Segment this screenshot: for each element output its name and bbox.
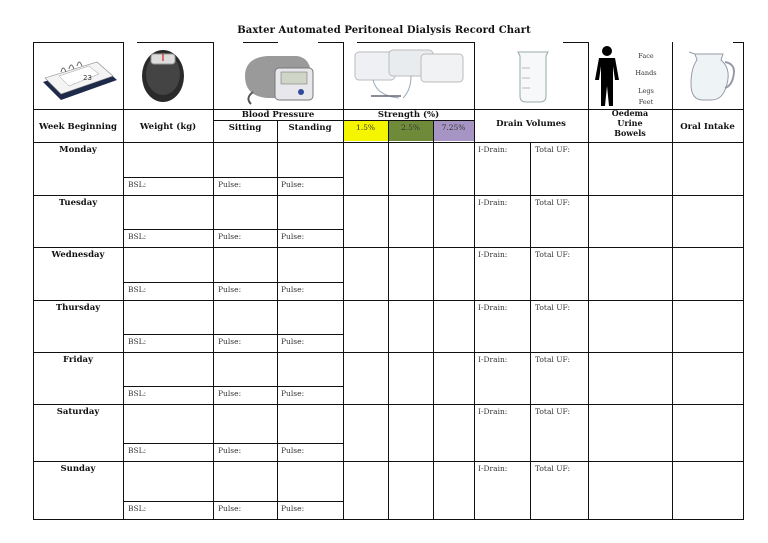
bowels-header: Bowels (614, 128, 646, 138)
oedema-header: Oedema (611, 108, 649, 118)
grid-line-h (123, 334, 344, 335)
strength-label-3: 7.25% (441, 123, 466, 132)
pulse-label-sitting: Pulse: (218, 180, 242, 189)
pulse-label-standing: Pulse: (281, 504, 305, 513)
pulse-label-standing: Pulse: (281, 337, 305, 346)
i-drain-label: I-Drain: (478, 145, 508, 154)
day-label-wednesday: Wednesday (51, 250, 105, 260)
day-label-friday: Friday (63, 355, 93, 365)
calendar-icon (39, 54, 119, 104)
bsl-label: BSL: (128, 232, 147, 241)
grid-line-h (123, 229, 344, 230)
grid-line-h (243, 42, 278, 43)
grid-line-h (357, 42, 474, 43)
grid-line-v (743, 42, 744, 520)
day-label-saturday: Saturday (56, 407, 100, 417)
pulse-label-sitting: Pulse: (218, 285, 242, 294)
i-drain-label: I-Drain: (478, 303, 508, 312)
total-uf-label: Total UF: (535, 303, 570, 312)
pulse-label-standing: Pulse: (281, 446, 305, 455)
pulse-label-standing: Pulse: (281, 285, 305, 294)
water-jug-icon (685, 46, 739, 104)
blood-pressure-monitor-icon (239, 46, 323, 106)
strength-header: Strength (%) (377, 110, 440, 120)
grid-line-h (123, 501, 344, 502)
grid-line-v (277, 120, 278, 520)
day-label-monday: Monday (59, 145, 97, 155)
weight-header: Weight (kg) (139, 122, 197, 132)
i-drain-label: I-Drain: (478, 198, 508, 207)
body-label-legs: Legs (638, 87, 654, 95)
total-uf-label: Total UF: (535, 250, 570, 259)
body-label-feet: Feet (638, 98, 654, 106)
beaker-icon (508, 46, 558, 106)
pulse-label-sitting: Pulse: (218, 504, 242, 513)
pulse-label-standing: Pulse: (281, 180, 305, 189)
standing-header: Standing (288, 123, 332, 133)
grid-line-v (33, 42, 34, 520)
i-drain-label: I-Drain: (478, 464, 508, 473)
i-drain-label: I-Drain: (478, 407, 508, 416)
grid-line-v (388, 120, 389, 520)
bsl-label: BSL: (128, 389, 147, 398)
grid-line-v (433, 120, 434, 520)
scale-icon (137, 46, 193, 104)
drain-volumes-header: Drain Volumes (496, 119, 566, 129)
pulse-label-standing: Pulse: (281, 232, 305, 241)
day-label-tuesday: Tuesday (58, 198, 98, 208)
grid-line-v (474, 42, 475, 520)
week-beginning-header: Week Beginning (39, 122, 117, 132)
total-uf-label: Total UF: (535, 464, 570, 473)
day-label-sunday: Sunday (60, 464, 96, 474)
page-title: Baxter Automated Peritoneal Dialysis Record Chart (237, 25, 531, 36)
dialysis-bags-icon (351, 46, 469, 106)
grid-line-h (123, 443, 344, 444)
i-drain-label: I-Drain: (478, 250, 508, 259)
human-body-icon (593, 44, 621, 108)
grid-line-h (318, 42, 344, 43)
grid-line-v (530, 142, 531, 520)
grid-line-h (563, 42, 589, 43)
bsl-label: BSL: (128, 285, 147, 294)
grid-line-h (123, 386, 344, 387)
grid-line-h (123, 177, 344, 178)
strength-label-2: 2.5% (400, 123, 421, 132)
body-label-face: Face (638, 52, 654, 60)
bsl-label: BSL: (128, 504, 147, 513)
pulse-label-sitting: Pulse: (218, 232, 242, 241)
blood-pressure-header: Blood Pressure (241, 110, 315, 120)
grid-line-h (213, 120, 344, 121)
sitting-header: Sitting (228, 123, 262, 133)
urine-header: Urine (617, 118, 643, 128)
svg-text:23: 23 (83, 74, 92, 82)
bsl-label: BSL: (128, 337, 147, 346)
grid-line-h (33, 42, 124, 43)
oral-intake-header: Oral Intake (680, 122, 735, 132)
grid-line-v (123, 42, 124, 520)
grid-line-v (672, 42, 673, 520)
bsl-label: BSL: (128, 446, 147, 455)
i-drain-label: I-Drain: (478, 355, 508, 364)
strength-label-1: 1.5% (355, 123, 376, 132)
pulse-label-sitting: Pulse: (218, 389, 242, 398)
bsl-label: BSL: (128, 180, 147, 189)
total-uf-label: Total UF: (535, 407, 570, 416)
total-uf-label: Total UF: (535, 145, 570, 154)
pulse-label-sitting: Pulse: (218, 446, 242, 455)
body-label-hands: Hands (635, 69, 657, 77)
pulse-label-standing: Pulse: (281, 389, 305, 398)
total-uf-label: Total UF: (535, 355, 570, 364)
total-uf-label: Total UF: (535, 198, 570, 207)
pulse-label-sitting: Pulse: (218, 337, 242, 346)
day-label-thursday: Thursday (55, 303, 101, 313)
grid-line-h (123, 282, 344, 283)
grid-line-h (137, 42, 214, 43)
